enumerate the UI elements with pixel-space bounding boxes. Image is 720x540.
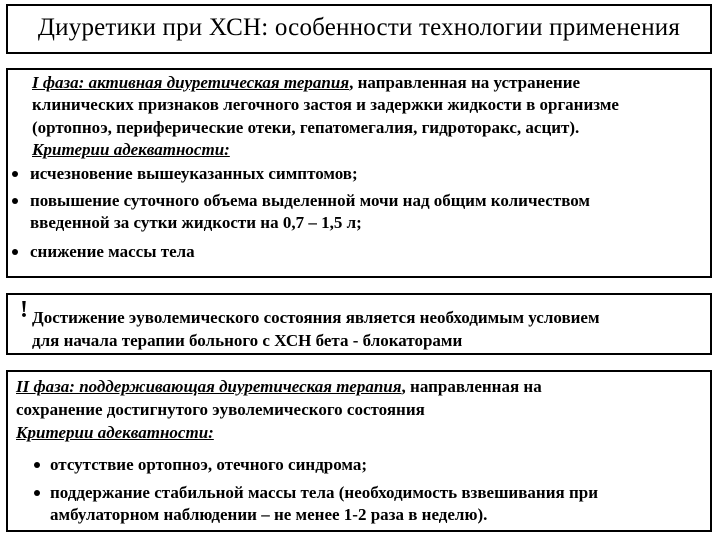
phase1-bullet-2 [12, 190, 590, 234]
phase1-bullet-3 [12, 241, 195, 263]
phase2-line1 [16, 376, 542, 398]
phase2-bullet-2-text [50, 482, 598, 526]
bullet-dot-icon [34, 490, 40, 496]
phase1-line1-rest: , направленная на устранение [349, 73, 581, 92]
phase2-section [6, 370, 712, 532]
phase1-line2: клинических признаков легочного застоя и задержки жидкости в организме [32, 95, 619, 114]
phase2-criteria-label: Критерии адекватности: [16, 423, 214, 442]
phase1-section [6, 68, 712, 278]
phase1-bullet-1 [12, 163, 358, 185]
phase2-line1-rest: , направленная на [401, 377, 542, 396]
phase1-bullet-2-text [30, 190, 590, 234]
slide-title: Диуретики при ХСН: особенности технологии применения [37, 14, 681, 41]
phase1-line1 [32, 72, 580, 94]
phase2-bullet-2-line1: поддержание стабильной массы тела (необходимость взвешивания при [50, 483, 598, 502]
bullet-dot-icon [12, 198, 18, 204]
note-section [6, 293, 712, 355]
bullet-dot-icon [12, 249, 18, 255]
title-box [6, 4, 712, 54]
phase1-bullet-3-text: снижение массы тела [30, 242, 195, 261]
phase1-bullet-2-line2: введенной за сутки жидкости на 0,7 – 1,5 л; [30, 213, 362, 232]
phase1-bullet-1-text: исчезновение вышеуказанных симптомов; [30, 164, 358, 183]
note-line1: Достижение эуволемического состояния является необходимым условием [32, 308, 600, 327]
phase2-bullet-1 [34, 454, 367, 476]
phase2-bullet-1-text: отсутствие ортопноэ, отечного синдрома; [50, 455, 368, 474]
phase2-heading: II фаза: поддерживающая диуретическая терапия [16, 377, 402, 396]
exclamation-mark: ! [20, 297, 28, 323]
phase1-heading: I фаза: активная диуретическая терапия [32, 73, 350, 92]
phase1-bullet-2-line1: повышение суточного объема выделенной мочи над общим количеством [30, 191, 591, 210]
note-line2: для начала терапии больного с ХСН бета - блокаторами [32, 331, 463, 350]
phase2-line2: сохранение достигнутого эуволемического состояния [16, 400, 425, 419]
bullet-dot-icon [34, 462, 40, 468]
phase2-bullet-2 [34, 482, 598, 526]
phase2-bullet-2-line2: амбулаторном наблюдении – не менее 1-2 раза в неделю). [50, 505, 488, 524]
bullet-dot-icon [12, 171, 18, 177]
phase1-line3: (ортопноэ, периферические отеки, гепатомегалия, гидроторакс, асцит). [32, 118, 580, 137]
phase1-criteria-label: Критерии адекватности: [32, 140, 230, 159]
